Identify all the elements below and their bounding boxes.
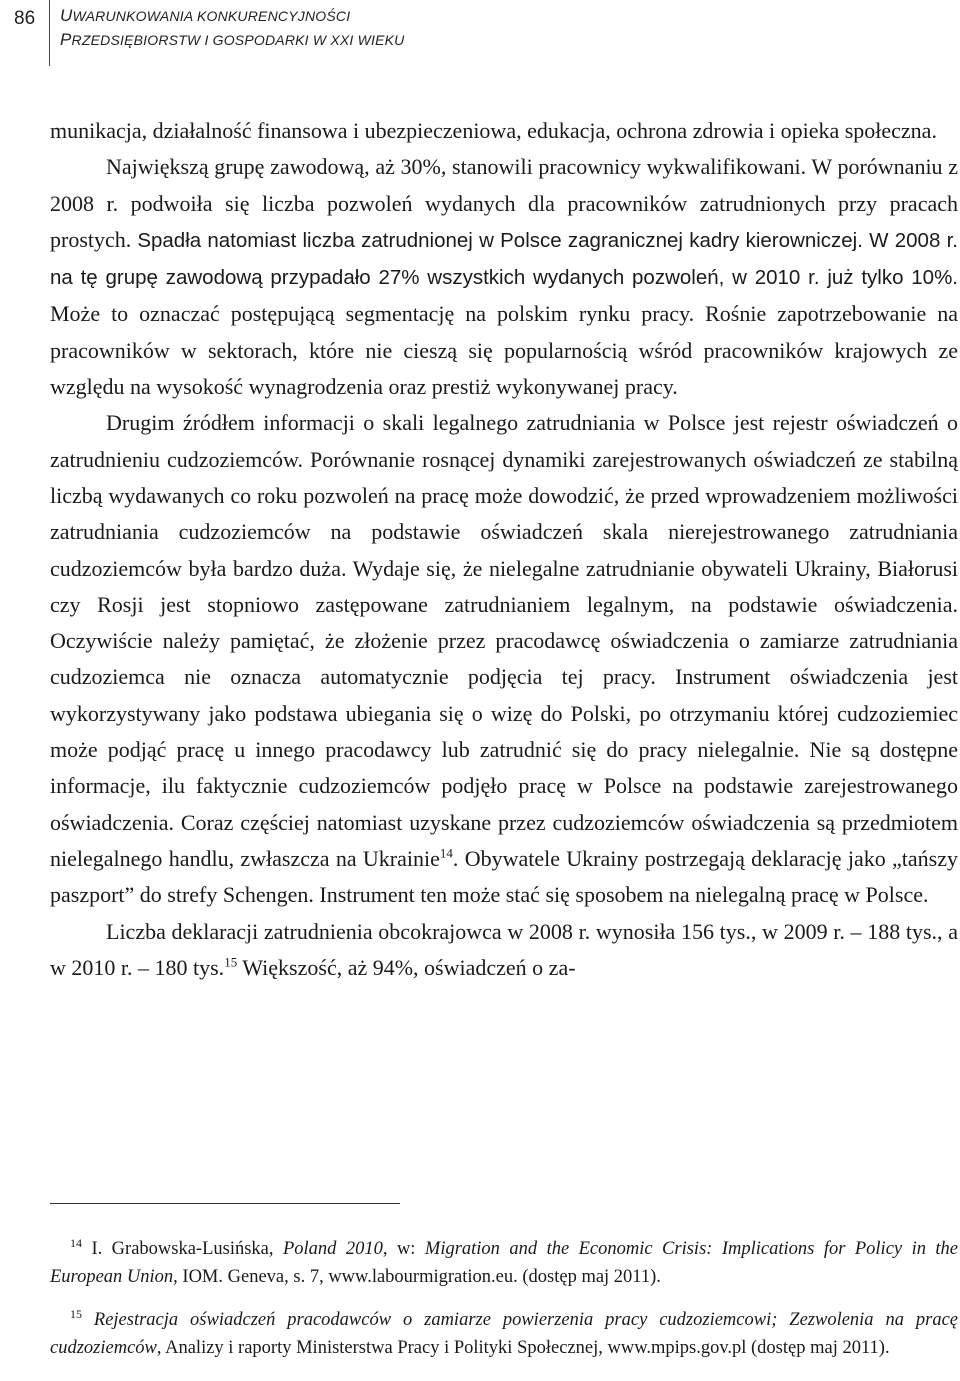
footnote-15: $^{15}$ Rejestracja oświadczeń pracodawców o zamiarze powierzenia pracy cudzoziemcowi; Zezwolenia na pracę cudzoziemców, Analizy i raporty Ministerstwa Pracy i Polityki Społecznej, www.mpips.gov.pl (dostęp maj 2011). xyxy=(50,1306,958,1358)
running-title-line1: UWARUNKOWANIA KONKURENCYJNOŚCI xyxy=(60,6,351,25)
paragraph-3: Drugim źródłem informacji o skali legalnego zatrudniania w Polsce jest rejestr oświadczeń o zatrudnieniu cudzoziemców. Porównanie rosnącej dynamiki zarejestrowanych oświadczeń ze stabilną liczbą wydawanych co roku pozwoleń na pracę może dowodzić, że przed wprowadzeniem możliwości zatrudniania cudzoziemców na podstawie oświadczeń skala nierejestrowanego zatrudniania cudzoziemców była bardzo duża. Wydaje się, że nielegalne zatrudnianie obywateli Ukrainy, Białorusi czy Rosji jest stopniowo zastępowane zatrudnianiem legalnym, na podstawie oświadczenia. Oczywiście należy pamiętać, że złożenie przez pracodawcę oświadczenia o zamiarze zatrudniania cudzoziemca nie oznacza automatycznie podjęcia tej pracy. Instrument oświadczenia jest wykorzystywany jako podstawa ubiegania się o wizę do Polski, po otrzymaniu której cudzoziemiec może podjąć pracę u innego pracodawcy lub zatrudnić się do pracy nielegalnie. Nie są dostępne informacje, ilu faktycznie cudzoziemców podjęło pracę w Polsce na podstawie zarejestrowanego oświadczenia. Coraz częściej natomiast uzyskane przez cudzoziemców oświadczenia są przedmiotem nielegalnego handlu, zwłaszcza na Ukrainie$^{14}$. Obywatele Ukrainy postrzegają deklarację jako „tańszy paszport” do strefy Schengen. Instrument ten może stać się sposobem na nielegalną pracę w Polsce. xyxy=(50,410,959,908)
footnote-ref-15: 15 xyxy=(224,954,238,970)
page-number: 86 xyxy=(14,8,36,29)
body-text xyxy=(50,113,958,986)
page-header xyxy=(0,0,960,70)
running-title-line2: PRZEDSIĘBIORSTW I GOSPODARKI W XXI WIEKU xyxy=(60,30,405,49)
header-divider xyxy=(49,0,50,66)
paragraph-2: Największą grupę zawodową, aż 30%, stanowili pracownicy wykwalifikowani. W porównaniu z 2008 r. podwoiła się liczba pozwoleń wydanych dla pracowników zatrudnionych przy pracach prostych. Spadła natomiast liczba zatrudnionej w Polsce zagranicznej kadry kierowniczej. W 2008 r. na tę grupę zawodową przypadało 27% wszystkich wydanych pozwoleń, w 2010 r. już tylko 10%. Może to oznaczać postępującą segmentację na polskim rynku pracy. Rośnie zapotrzebowanie na pracowników w sektorach, które nie cieszą się popularnością wśród pracowników krajowych ze względu na wysokość wynagrodzenia oraz prestiż wykonywanej pracy. xyxy=(50,154,958,400)
running-title xyxy=(60,4,405,52)
footnote-14: $^{14}$ I. Grabowska-Lusińska, Poland 2010, w: Migration and the Economic Crisis: Implications for Policy in the European Union, IOM. Geneva, s. 7, www.labourmigration.eu. (dostęp maj 2011). xyxy=(50,1235,959,1287)
paragraph-1: munikacja, działalność finansowa i ubezpieczeniowa, edukacja, ochrona zdrowia i opieka społeczna. xyxy=(50,118,937,143)
footnotes xyxy=(50,1235,958,1377)
paragraph-4: Liczba deklaracji zatrudnienia obcokrajowca w 2008 r. wynosiła 156 tys., w 2009 r. – 188 tys., a w 2010 r. – 180 tys.$^{15}$ Większość, aż 94%, oświadczeń o za- xyxy=(50,918,958,980)
footnote-ref-14: 14 xyxy=(439,845,453,861)
footnote-divider xyxy=(50,1203,400,1204)
